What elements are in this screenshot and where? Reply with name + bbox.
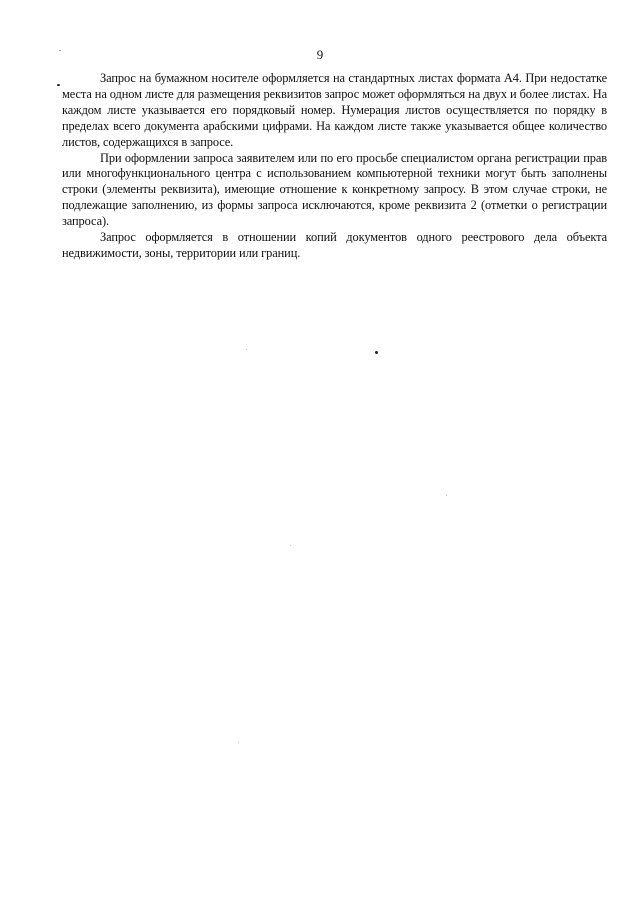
scan-speck <box>57 84 60 86</box>
scan-speck <box>59 50 61 51</box>
scan-speck <box>375 351 378 354</box>
paragraph: При оформлении запроса заявителем или по его просьбе специалистом органа регистрации прав или многофункционального центра с использованием компьютерной техники могут быть заполнены строки (элементы реквизита), имеющие отношение к конкретному запросу. В этом случае строки, не подлежащие заполнению, из формы запроса исключаются, кроме реквизита 2 (отметки о регистрации запроса). <box>62 150 607 229</box>
scan-speck <box>446 495 447 496</box>
paragraph: Запрос на бумажном носителе оформляется на стандартных листах формата А4. При недостатке места на одном листе для размещения реквизитов запрос может оформляться на двух и более листах. На каждом листе указывается его порядковый номер. Нумерация листов осуществляется по порядку в пределах всего документа арабскими цифрами. На каждом листе также указывается общее количество листов, содержащихся в запросе. <box>62 71 607 149</box>
document-body <box>62 71 607 262</box>
paragraph: Запрос оформляется в отношении копий документов одного реестрового дела объекта недвижимости, зоны, территории или границ. <box>62 230 607 260</box>
page-number: 9 <box>316 47 324 62</box>
scan-speck <box>246 349 247 350</box>
scan-speck <box>238 742 239 743</box>
scan-speck <box>290 545 291 546</box>
